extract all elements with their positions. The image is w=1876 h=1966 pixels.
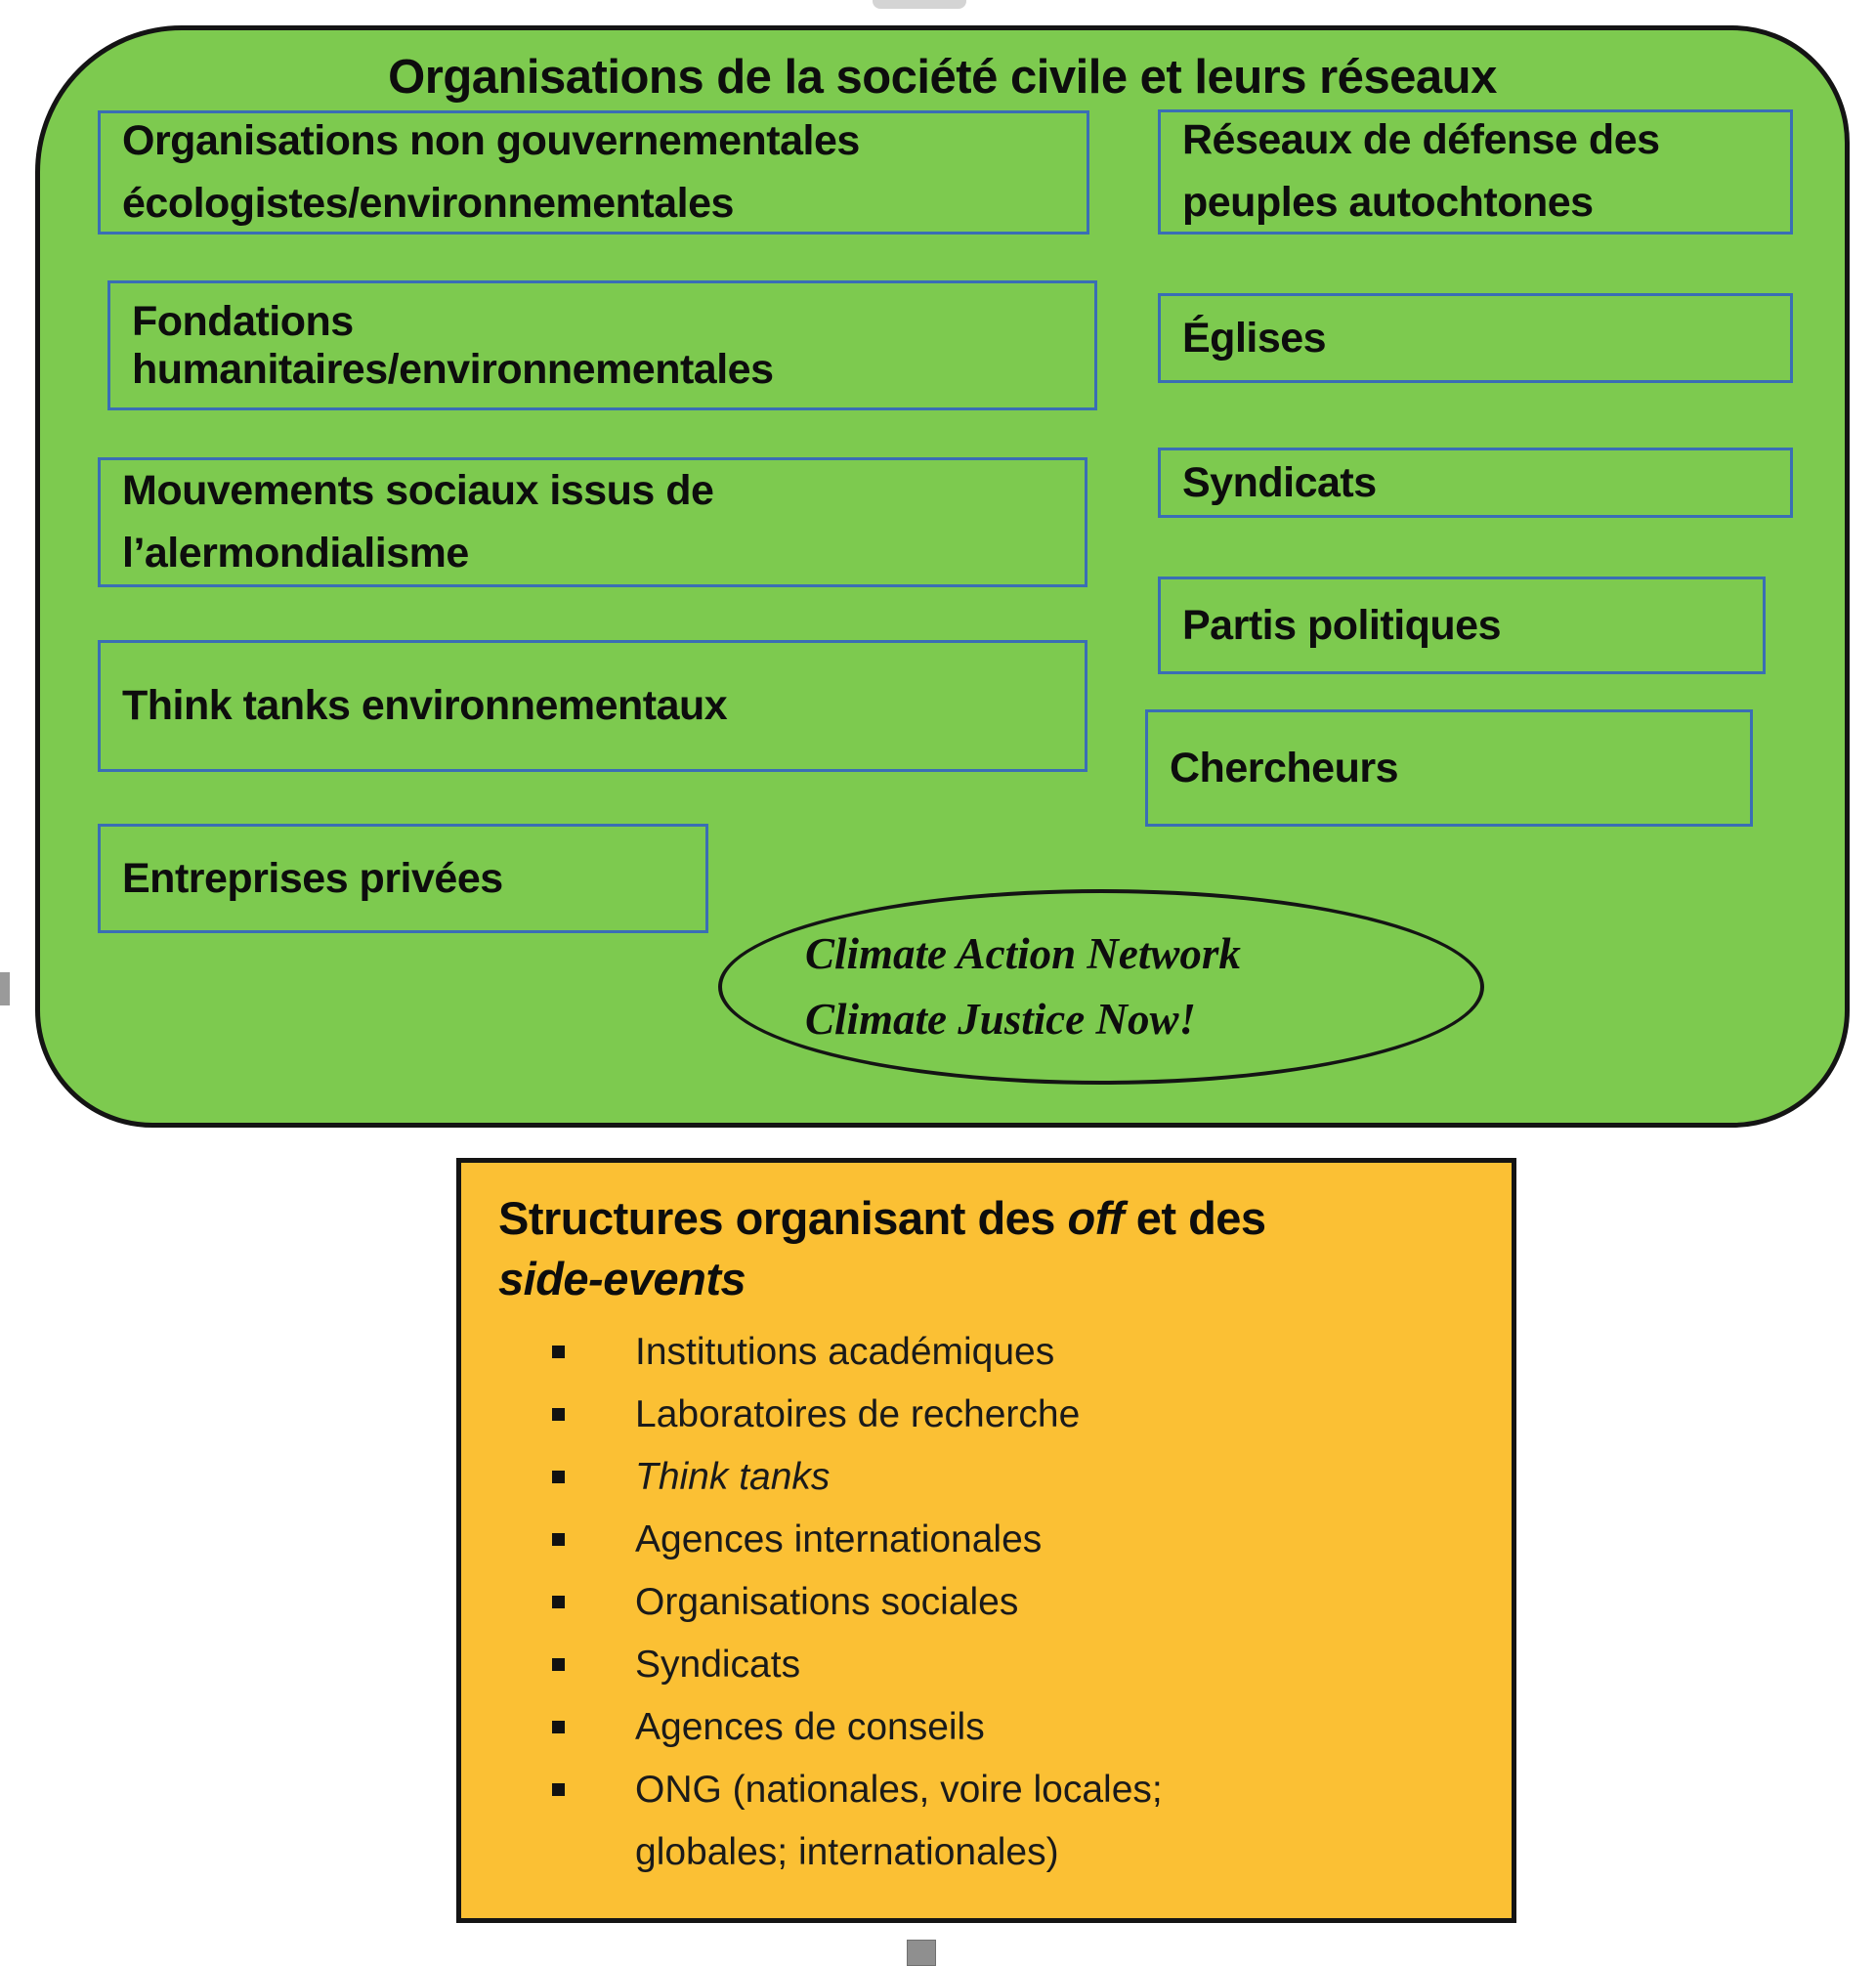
box-label-line: l’alermondialisme [122,529,469,577]
box-label-line: Fondations [132,298,354,346]
list-item [498,1331,1482,1374]
list-item [498,1520,1482,1559]
bullet-square-icon [552,1658,565,1671]
box-label-line: humanitaires/environnementales [132,345,774,393]
box-label-line: Réseaux de défense des [1182,116,1660,164]
list-item-label: Agences internationales [635,1518,1043,1561]
box-reseaux-autochtones [1158,109,1793,235]
ellipse-label-line: Climate Justice Now! [805,995,1197,1044]
box-mouvements-sociaux [98,457,1087,587]
box-label-line: Organisations non gouvernementales [122,116,860,164]
bullet-square-icon [552,1471,565,1483]
list-item [498,1456,1482,1499]
box-think-tanks [98,640,1087,772]
box-label-line: Mouvements sociaux issus de [122,466,714,514]
list-item-line: globales; internationales) [635,1831,1059,1874]
box-eglises [1158,293,1793,383]
bullet-square-icon [552,1346,565,1358]
list-item-label: Agences de conseils [635,1706,985,1749]
list-item-label [635,1769,1163,1874]
climate-networks-ellipse [718,889,1484,1085]
title-segment: et des [1124,1192,1266,1244]
list-item-label: Think tanks [635,1456,831,1499]
title-segment: Structures organisant des [498,1192,1068,1244]
box-chercheurs [1145,709,1753,827]
title-segment-italic: off [1067,1192,1125,1244]
side-events-list [498,1331,1482,1874]
box-syndicats [1158,448,1793,518]
box-label-line: Syndicats [1182,458,1377,506]
title-segment-italic: side-events [498,1253,746,1305]
side-events-panel [456,1158,1516,1923]
ellipse-label-line: Climate Action Network [805,928,1241,978]
box-fondations [107,280,1097,410]
bullet-square-icon [552,1721,565,1733]
list-item [498,1581,1482,1624]
box-partis-politiques [1158,577,1766,674]
list-item [498,1644,1482,1687]
list-item-label: Laboratoires de recherche [635,1393,1081,1436]
selection-handle-artifact [907,1940,936,1966]
box-label-line: Chercheurs [1170,744,1398,791]
box-entreprises-privees [98,824,708,933]
bullet-square-icon [552,1533,565,1546]
box-label-line: Partis politiques [1182,601,1502,649]
bullet-square-icon [552,1596,565,1608]
list-item-line: ONG (nationales, voire locales; [635,1769,1163,1812]
box-label-line: Églises [1182,314,1327,362]
panel-title: Organisations de la société civile et leurs réseaux [388,51,1497,104]
civil-society-panel [35,25,1850,1128]
selection-handle-artifact [0,972,10,1005]
box-label-line: Entreprises privées [122,854,503,902]
box-ong-ecologistes [98,110,1089,235]
box-label-line: Think tanks environnementaux [122,682,728,729]
list-item-label: Organisations sociales [635,1581,1019,1624]
bullet-square-icon [552,1783,565,1796]
side-events-title [498,1188,1482,1309]
list-item-label: Institutions académiques [635,1331,1055,1374]
bullet-square-icon [552,1408,565,1421]
list-item [498,1769,1482,1874]
box-label-line: peuples autochtones [1182,179,1594,226]
list-item [498,1706,1482,1749]
box-label-line: écologistes/environnementales [122,179,734,227]
list-item [498,1393,1482,1436]
list-item-label: Syndicats [635,1644,801,1687]
selection-handle-artifact [873,0,966,9]
